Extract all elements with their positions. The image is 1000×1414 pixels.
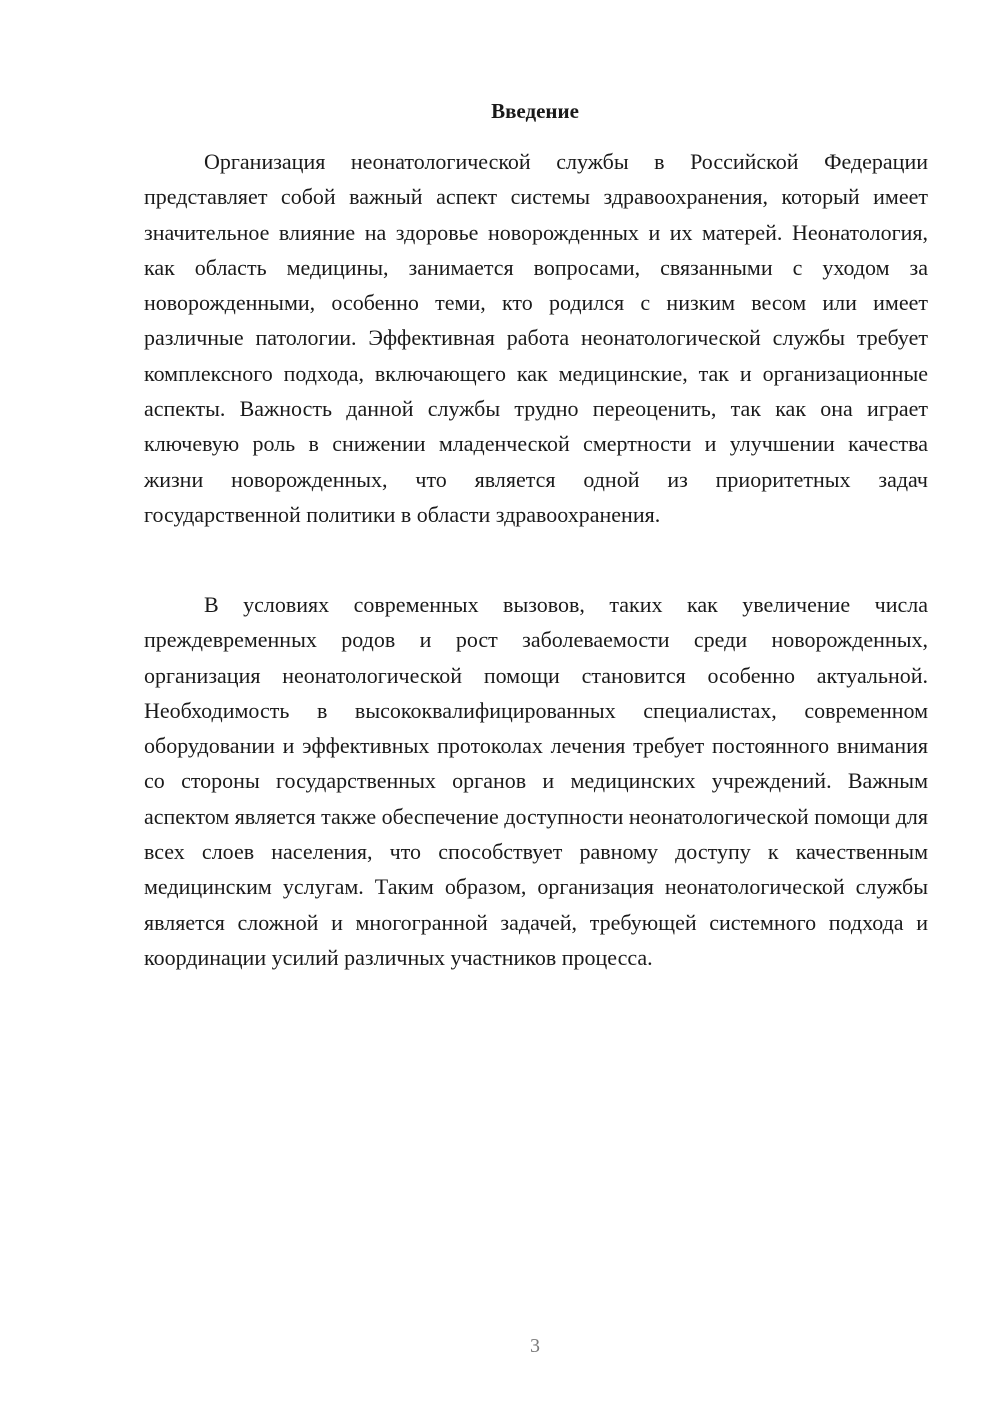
paragraph-2-block bbox=[144, 587, 928, 975]
document-title: Введение bbox=[491, 99, 579, 123]
paragraph-2: В условиях современных вызовов, таких как увеличение числа преждевременных родов и рост заболеваемости среди новорожденных, организация неонатологической помощи становится особенно актуальной. Необходимость в высококвалифицированных специалистах, современном оборудовании и эффективных протоколах лечения требует постоянного внимания со стороны государственных органов и медицинских учреждений. Важным аспектом является также обеспечение доступности неонатологической помощи для всех слоев населения, что способствует равному доступу к качественным медицинским услугам. Таким образом, организация неонатологической службы является сложной и многогранной задачей, требующей системного подхода и координации усилий различных участников процесса. bbox=[144, 592, 928, 970]
paragraph-1: Организация неонатологической службы в Российской Федерации представляет собой важный аспект системы здравоохранения, который имеет значительное влияние на здоровье новорожденных и их матерей. Неонатология, как область медицины, занимается вопросами, связанными с уходом за новорожденными, особенно теми, кто родился с низким весом или имеет различные патологии. Эффективная работа неонатологической службы требует комплексного подхода, включающего как медицинские, так и организационные аспекты. Важность данной службы трудно переоценить, так как она играет ключевую роль в снижении младенческой смертности и улучшении качества жизни новорожденных, что является одной из приоритетных задач государственной политики в области здравоохранения. bbox=[144, 149, 928, 527]
paragraph-1-block bbox=[144, 144, 928, 532]
page-number: 3 bbox=[530, 1335, 540, 1357]
